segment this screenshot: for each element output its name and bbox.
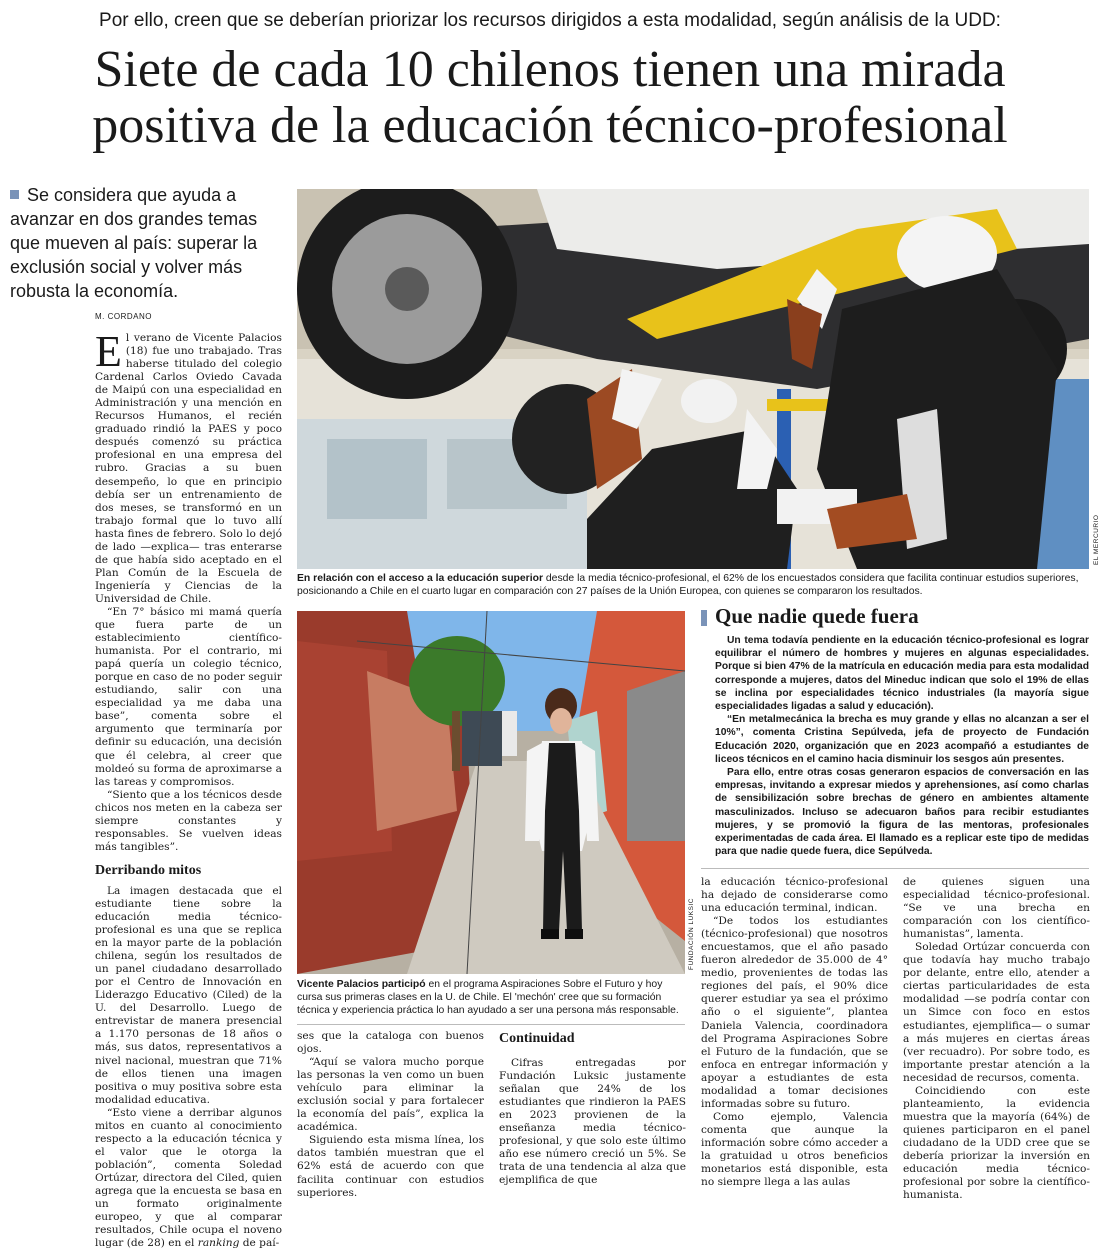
headline bbox=[0, 42, 1100, 154]
subhead-derribando-mitos: Derribando mitos bbox=[95, 862, 202, 878]
box-marker bbox=[701, 610, 707, 626]
photo-mechanics-workshop bbox=[297, 189, 1089, 569]
paragraph: “Aquí se valora mucho porque las personas la ven como un buen vehículo para eliminar la exclusión social y para fortalecer la economía del país”, explica la académica. bbox=[297, 1056, 484, 1134]
column-2 bbox=[297, 1030, 484, 1200]
photo-student-street bbox=[297, 611, 685, 974]
paragraph: Siguiendo esta misma línea, los datos también muestran que el 62% está de acuerdo con que facilita continuar con estudios superiores. bbox=[297, 1134, 484, 1199]
lead-text: Se considera que ayuda a avanzar en dos grandes temas que mueven al país: superar la exclusión social y volver más robusta la economía. bbox=[10, 185, 258, 301]
kicker: Por ello, creen que se deberían priorizar los recursos dirigidos a esta modalidad, según análisis de la UDD: bbox=[99, 10, 1001, 31]
paragraph: El verano de Vicente Palacios (18) fue uno trabajado. Tras haberse titulado del colegio Cardenal Carlos Oviedo Cavada de Maipú con una especialidad en Administración y una mención en Recursos Humanos, el recién graduado rindió la PAES y poco después comenzó su práctica profesional en una empresa del rubro. Gracias a su buen desempeño, lo que en principio debía ser un entrenamiento de dos meses, se transformó en un trabajo formal que lo tuvo allí hasta fines de febrero. Solo lo dejó de lado —explica— tras enterarse de que había sido aceptado en el Plan Común de la Escuela de Ingeniería y Ciencias de la Universidad de Chile. bbox=[95, 327, 282, 605]
box-title: Que nadie quede fuera bbox=[715, 604, 919, 628]
paragraph: ses que la cataloga con buenos ojos. bbox=[297, 1030, 484, 1056]
headline-line-1: Siete de cada 10 chilenos tienen una mirada bbox=[94, 41, 1006, 98]
paragraph: Como ejemplo, Valencia comenta que aunque la información sobre cómo acceder a la gratuidad u otros beneficios monetarios está disponible, esta no siempre llega a las aulas bbox=[701, 1110, 888, 1189]
photo-credit-1: EL MERCURIO bbox=[1093, 514, 1100, 565]
box-text bbox=[715, 634, 1089, 858]
photo-caption-2: Vicente Palacios participó en el programa Aspiraciones Sobre el Futuro y hoy cursa sus primeras clases en la U. de Chile. El 'mechón' cree que su formación técnica y experiencia práctica lo han ayudado a ser una persona más responsable. bbox=[297, 979, 679, 1016]
paragraph: “En metalmecánica la brecha es muy grande y ellas no alcanzan a ser el 10%”, comenta Cristina Sepúlveda, jefa de proyecto de Fundación Educación 2020, organización que en 2023 acompañó a estudiantes de liceos técnicos en el camino hacia disminuir los sesgos aún presentes. bbox=[715, 714, 1089, 765]
drop-cap: E bbox=[95, 327, 122, 376]
column-1 bbox=[95, 327, 282, 1250]
paragraph: de quienes siguen una especialidad técnico-profesional. “Se ve una brecha en comparación con los científico-humanistas”, lamenta. bbox=[903, 876, 1090, 941]
column-5 bbox=[903, 876, 1090, 1202]
paragraph: “En 7° básico mi mamá quería que fuera parte de un establecimiento científico-humanista. Por el contrario, mi papá quería un colegio técnico, porque en caso de no poder seguir estudiando, salir con una especialidad ya me daba una base”, comenta sobre el argumento que terminaría por definir su educación, una decisión que él celebra, al creer que moldeó su forma de aproximarse a las tareas y compromisos. bbox=[95, 605, 282, 788]
column-3 bbox=[499, 1030, 686, 1188]
divider bbox=[701, 868, 1089, 869]
paragraph: Cifras entregadas por Fundación Luksic justamente señalan que 24% de los estudiantes que rindieron la PAES en 2023 provienen de la enseñanza media técnico-profesional, y que solo este último año ese número creció un 5%. Se trata de una tendencia al alza que ejemplifica de que bbox=[499, 1057, 686, 1187]
paragraph: Para ello, entre otras cosas generaron espacios de conversación en las empresas, invitando a expresar miedos y aprehensiones, así como charlas de sensibilización sobre brechas de género en ambientes altamente masculinizados. Incluso se adecuaron baños para recibir estudiantes mujeres, y se promovió la figura de las mentoras, profesionales experimentadas de cada área. El llamado es a replicar este tipo de medidas para que nadie quede fuera, dice Sepúlveda. bbox=[715, 767, 1089, 858]
byline: M. CORDANO bbox=[95, 312, 152, 321]
column-4 bbox=[701, 876, 888, 1189]
paragraph: La imagen destacada que el estudiante tiene sobre la educación media técnico-profesional es una que se replica en la mayor parte de la población chilena, según los resultados de un panel ciudadano desarrollado por el Centro de Innovación en Liderazgo Educativo (Ciled) de la U. del Desarrollo. Luego de entrevistar de manera presencial a 1.170 personas de 18 años o más, sus datos, representativos a nivel nacional, muestran que 71% de ellos tienen una imagen positiva o muy positiva sobre esta modalidad educativa. bbox=[95, 884, 282, 1106]
paragraph: Un tema todavía pendiente en la educación técnico-profesional es lograr equilibrar el número de hombres y mujeres en algunas especialidades. Porque si bien 47% de la matrícula en educación media para esta modalidad corresponde a mujeres, datos del Mineduc indican que solo el 19% de ellas se inclina por especialidades técnico industriales (la mayoría sigue especialidades ligadas a salud y educación). bbox=[715, 635, 1089, 713]
paragraph: Coincidiendo con este planteamiento, la evidencia muestra que la mayoría (64%) de quienes participaron en el panel ciudadano de la UDD cree que se debería priorizar la inversión en educación media técnico-profesional por sobre la científico-humanista. bbox=[903, 1084, 1090, 1202]
sidebar-box bbox=[701, 604, 1089, 868]
paragraph: “Esto viene a derribar algunos mitos en cuanto al conocimiento respecto a la educación técnica y el valor que le otorga la población”, comenta Soledad Ortúzar, directora del Ciled, quien agrega que la encuesta se basa en un formato originalmente europeo, y que al comparar resultados, Chile ocupa el noveno lugar (de 28) en el ranking de paí- bbox=[95, 1106, 282, 1250]
headline-line-2: positiva de la educación técnico-profesional bbox=[92, 97, 1008, 154]
photo-caption-1: En relación con el acceso a la educación superior desde la media técnico-profesional, el 62% de los encuestados considera que facilita continuar estudios superiores, posicionando a Chile en el cuarto lugar en comparación con 27 países de la Unión Europea, con quienes se compararon los resultados. bbox=[297, 573, 1079, 597]
subhead-continuidad: Continuidad bbox=[499, 1031, 575, 1046]
divider bbox=[297, 1024, 685, 1025]
paragraph: “De todos los estudiantes (técnico-profesional) que nosotros encuestamos, que el año pasado fueron alrededor de 35.000 de 4° medio, provenientes de todas las regiones del país, el 90% dice querer estudiar ya sea el próximo año o el siguiente”, plantea Daniela Valencia, coordinadora del Programa Aspiraciones Sobre el Futuro de la fundación, que se enfoca en entregar información y apoyar a estudiantes de esta modalidad a tomar decisiones informadas sobre su futuro. bbox=[701, 915, 888, 1110]
paragraph: la educación técnico-profesional ha dejado de considerarse como una educación terminal, indican. bbox=[701, 876, 888, 915]
bullet-square-icon bbox=[10, 190, 19, 199]
photo-credit-2: FUNDACIÓN LUKSIC bbox=[688, 898, 695, 970]
paragraph: “Siento que a los técnicos desde chicos nos meten en la cabeza ser siempre constantes y responsables. Se vuelven ideas más tangibles”. bbox=[95, 788, 282, 853]
paragraph: Soledad Ortúzar concuerda con que todavía hay mucho trabajo por delante, entre ello, atender a ciertas particularidades de esta modalidad —se podría contar con un Simce con foco en estos estudiantes, ejemplifica— o sumar a más mujeres en ciertas áreas (ver recuadro). Por sobre todo, es importante prestar atención a la necesidad de recursos, comenta. bbox=[903, 941, 1090, 1084]
lead-summary bbox=[10, 183, 275, 303]
